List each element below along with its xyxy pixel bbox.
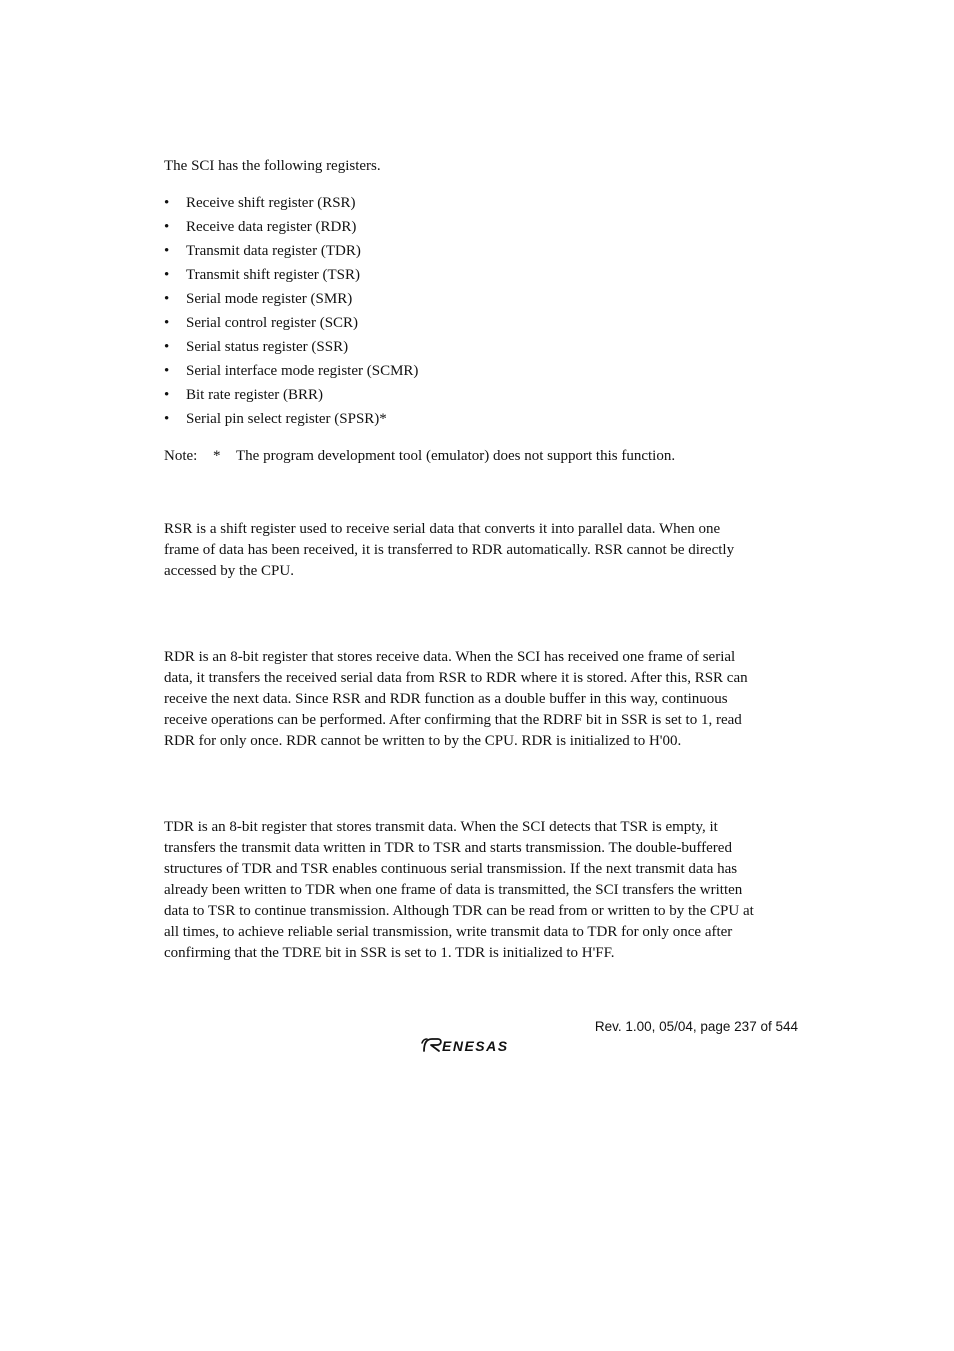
- list-item: [164, 337, 804, 361]
- register-label: Serial mode register (SMR): [186, 291, 353, 307]
- bullet: •: [164, 291, 170, 307]
- list-item: [164, 289, 804, 313]
- list-item: [164, 217, 804, 241]
- register-label: Serial interface mode register (SCMR): [186, 363, 419, 379]
- register-label: Serial status register (SSR): [186, 339, 349, 355]
- footnote: [164, 446, 804, 467]
- list-item: [164, 193, 804, 217]
- paragraph-line: accessed by the CPU.: [164, 563, 294, 579]
- bullet: •: [164, 339, 170, 355]
- paragraph-line: frame of data has been received, it is transferred to RDR automatically. RSR cannot be directly: [164, 542, 735, 558]
- paragraph-line: RDR is an 8-bit register that stores receive data. When the SCI has received one frame of serial: [164, 649, 736, 665]
- bullet: •: [164, 267, 170, 283]
- list-item: [164, 313, 804, 337]
- list-item: [164, 265, 804, 289]
- list-item: [164, 241, 804, 265]
- note-text: The program development tool (emulator) does not support this function.: [236, 448, 676, 464]
- page-body: [164, 156, 804, 964]
- register-label: Receive shift register (RSR): [186, 195, 356, 211]
- page-footer-revision: Rev. 1.00, 05/04, page 237 of 544: [594, 1019, 798, 1034]
- bullet: •: [164, 243, 170, 259]
- register-label: Serial control register (SCR): [186, 315, 359, 331]
- bullet: •: [164, 363, 170, 379]
- paragraph-line: receive operations can be performed. After confirming that the RDRF bit in SSR is set to 1, read: [164, 712, 742, 728]
- register-label: Serial pin select register (SPSR)*: [186, 411, 387, 427]
- paragraph-line: structures of TDR and TSR enables continuous serial transmission. If the next transmit data has: [164, 861, 738, 877]
- register-label: Bit rate register (BRR): [186, 387, 324, 403]
- register-label: Transmit data register (TDR): [186, 243, 361, 259]
- paragraph-line: data to TSR to continue transmission. Although TDR can be read from or written to by the CPU at: [164, 903, 754, 919]
- paragraph-line: all times, to achieve reliable serial transmission, write transmit data to TDR for only once after: [164, 924, 733, 940]
- paragraph-line: receive the next data. Since RSR and RDR function as a double buffer in this way, continuous: [164, 691, 728, 707]
- register-label: Transmit shift register (TSR): [186, 267, 361, 283]
- bullet: •: [164, 315, 170, 331]
- bullet: •: [164, 387, 170, 403]
- list-item: [164, 409, 804, 433]
- paragraph-line: RDR for only once. RDR cannot be written to by the CPU. RDR is initialized to H'00.: [164, 733, 682, 749]
- register-list: [164, 193, 804, 433]
- list-item: [164, 361, 804, 385]
- list-item: [164, 385, 804, 409]
- bullet: •: [164, 411, 170, 427]
- paragraph-line: data, it transfers the received serial data from RSR to RDR where it is stored. After this, RSR can: [164, 670, 748, 686]
- tdr-description: [164, 817, 804, 964]
- rsr-description: [164, 519, 804, 582]
- rdr-description: [164, 647, 804, 752]
- renesas-logo: [420, 1034, 544, 1056]
- paragraph-line: RSR is a shift register used to receive serial data that converts it into parallel data. When one: [164, 521, 721, 537]
- bullet: •: [164, 219, 170, 235]
- intro-text: The SCI has the following registers.: [164, 158, 381, 174]
- paragraph-line: confirming that the TDRE bit in SSR is set to 1. TDR is initialized to H'FF.: [164, 945, 615, 961]
- bullet: •: [164, 195, 170, 211]
- note-asterisk: *: [213, 448, 221, 464]
- register-label: Receive data register (RDR): [186, 219, 357, 235]
- note-label: Note:: [164, 448, 198, 464]
- svg-text:ENESAS: ENESAS: [442, 1038, 509, 1054]
- paragraph-line: TDR is an 8-bit register that stores transmit data. When the SCI detects that TSR is empty, it: [164, 819, 718, 835]
- paragraph-line: transfers the transmit data written in TDR to TSR and starts transmission. The double-buffered: [164, 840, 732, 856]
- paragraph-line: already been written to TDR when one frame of data is transmitted, the SCI transfers the written: [164, 882, 743, 898]
